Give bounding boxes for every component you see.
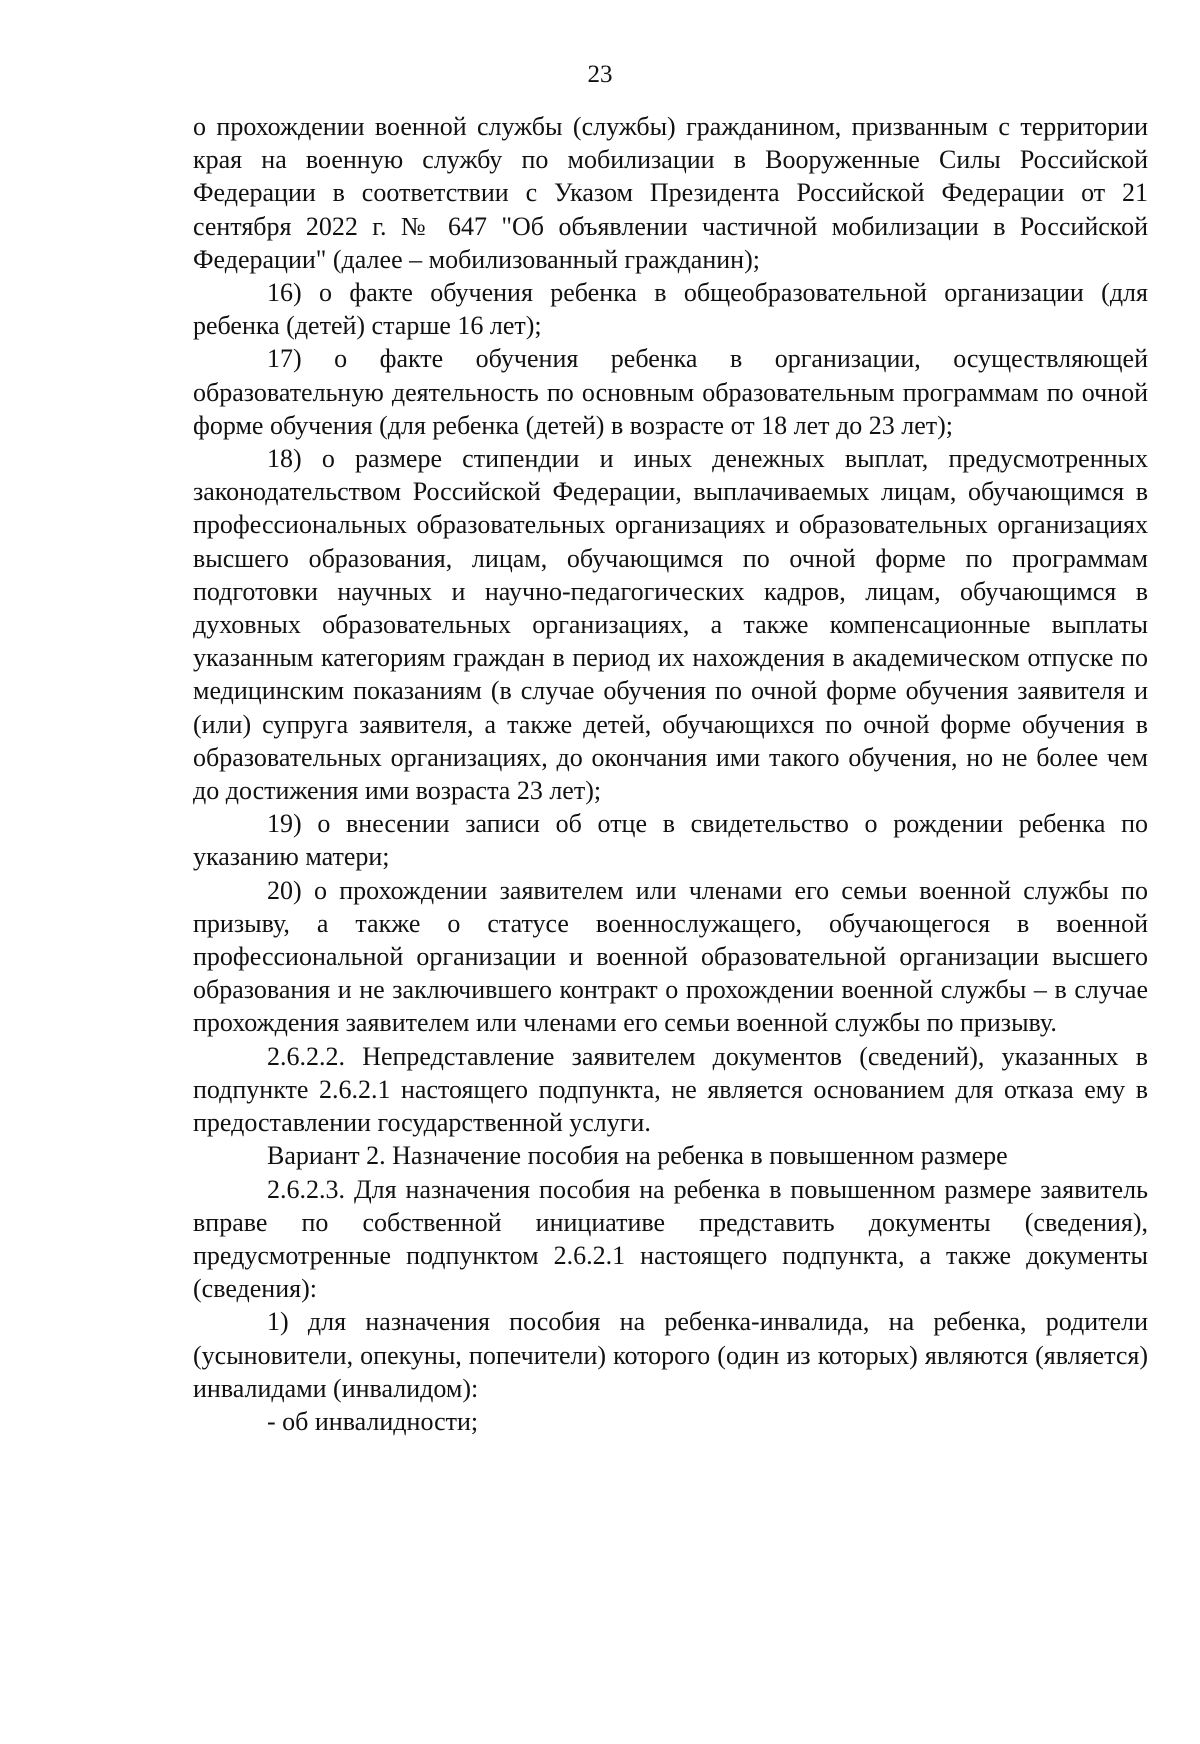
paragraph-item-19: 19) о внесении записи об отце в свидетельство о рождении ребенка по указанию матери; xyxy=(193,809,1148,872)
paragraph-item-1-disabled-child: 1) для назначения пособия на ребенка-инвалида, на ребенка, родители (усыновители, опекуны, попечители) которого (один из которых) являются (является) инвалидами (инвалидом): xyxy=(193,1307,1148,1403)
paragraph-mobilized-citizen: о прохождении военной службы (службы) гражданином, призванным с территории края на военную службу по мобилизации в Вооруженные Силы Российской Федерации в соответствии с Указом Президента Российской Федерации от 21 сентября 2022 г. № 647 "Об объявлении частичной мобилизации в Российской Федерации" (далее – мобилизованный гражданин); xyxy=(193,112,1148,274)
paragraph-disability-bullet: - об инвалидности; xyxy=(267,1406,479,1436)
paragraph-2-6-2-2: 2.6.2.2. Непредставление заявителем документов (сведений), указанных в подпункте 2.6.2.1 настоящего подпункта, не является основанием для отказа ему в предоставлении государственной услуги. xyxy=(193,1041,1148,1138)
paragraph-item-17: 17) о факте обучения ребенка в организации, осуществляющей образовательную деятельность по основным образовательным программам по очной форме обучения (для ребенка (детей) в возрасте от 18 лет до 23 лет); xyxy=(193,344,1148,440)
paragraph-item-16: 16) о факте обучения ребенка в общеобразовательной организации (для ребенка (детей) старше 16 лет); xyxy=(193,278,1148,341)
page-number: 23 xyxy=(587,61,613,88)
paragraph-2-6-2-3: 2.6.2.3. Для назначения пособия на ребенка в повышенном размере заявитель вправе по собственной инициативе представить документы (сведения), предусмотренные подпунктом 2.6.2.1 настоящего подпункта, а также документы (сведения): xyxy=(193,1174,1148,1304)
paragraph-item-18: 18) о размере стипендии и иных денежных выплат, предусмотренных законодательством Российской Федерации, выплачиваемых лицам, обучающимся в профессиональных образовательных организациях и образовательных организациях высшего образования, лицам, обучающимся по очной форме по программам подготовки научных и научно-педагогических кадров, лицам, обучающимся в духовных образовательных организациях, а также компенсационные выплаты указанным категориям граждан в период их нахождения в академическом отпуске по медицинским показаниям (в случае обучения по очной форме обучения заявителя и (или) супруга заявителя, а также детей, обучающихся по очной форме обучения в образовательных организациях, до окончания ими такого обучения, но не более чем до достижения ими возраста 23 лет); xyxy=(193,444,1148,806)
paragraph-variant-2-heading: Вариант 2. Назначение пособия на ребенка в повышенном размере xyxy=(267,1141,1008,1171)
document-body xyxy=(193,110,1148,1438)
paragraph-item-20: 20) о прохождении заявителем или членами его семьи военной службы по призыву, а также о статусе военнослужащего, обучающегося в военной профессиональной организации и военной образовательной организации высшего образования и не заключившего контракт о прохождении военной службы – в случае прохождения заявителем или членами его семьи военной службы по призыву. xyxy=(193,875,1148,1038)
